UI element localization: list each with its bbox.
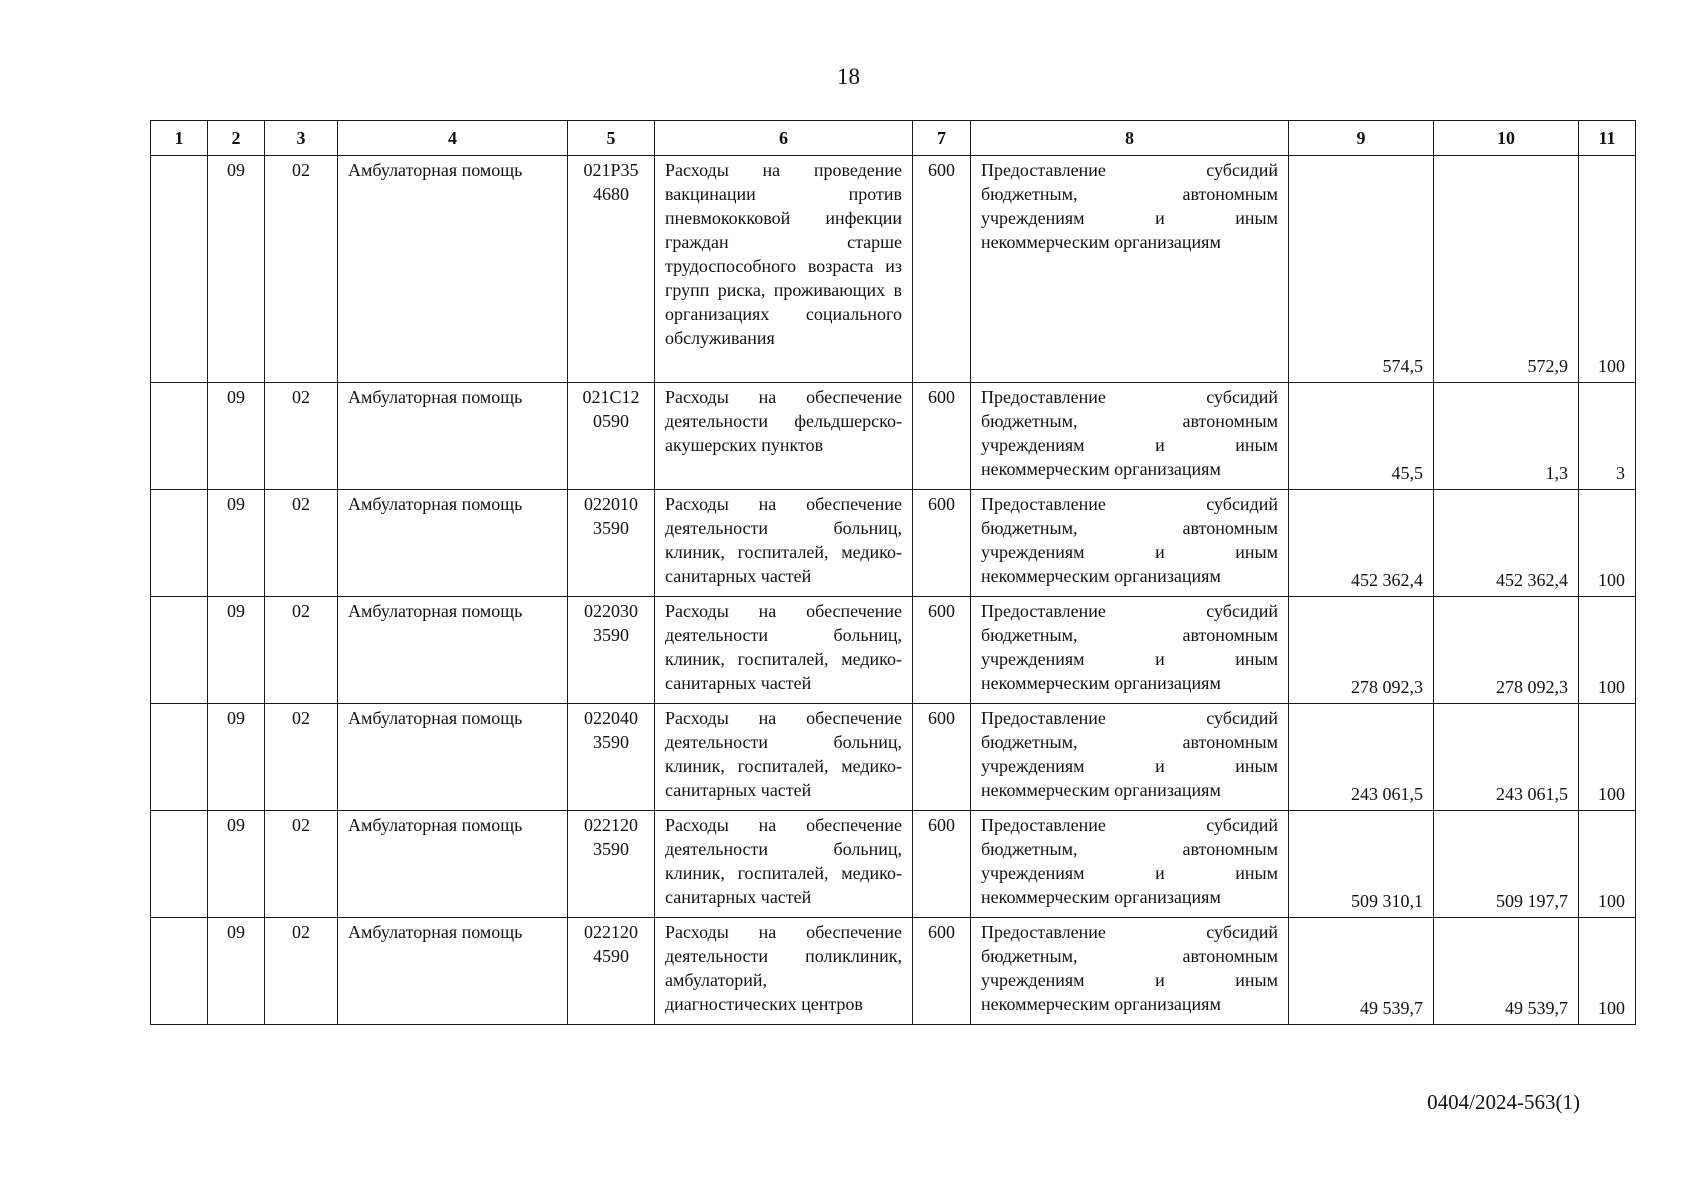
cell-expense-type-name: Предоставление субсидий бюджетным, автономным учреждениям и иным некоммерческим организациям [971,704,1289,811]
table-row [151,704,1636,811]
target-code-part-2: 4680 [593,184,629,204]
cell-plan-amount: 243 061,5 [1289,704,1434,811]
cell-percent: 100 [1579,704,1636,811]
cell-percent: 100 [1579,490,1636,597]
cell-actual-amount: 509 197,7 [1434,811,1579,918]
cell-expense-type: 600 [913,704,971,811]
cell-expense-type: 600 [913,918,971,1025]
cell-expense-type-name: Предоставление субсидий бюджетным, автономным учреждениям и иным некоммерческим организациям [971,918,1289,1025]
column-header-1: 1 [151,121,208,156]
cell-subsection-name: Амбулаторная помощь [338,704,568,811]
cell-expense-name: Расходы на обеспечение деятельности больниц, клиник, госпиталей, медико-санитарных частей [655,490,913,597]
cell-percent: 100 [1579,811,1636,918]
column-header-6: 6 [655,121,913,156]
cell-percent: 100 [1579,156,1636,383]
cell-actual-amount: 49 539,7 [1434,918,1579,1025]
column-header-8: 8 [971,121,1289,156]
cell-section: 09 [208,490,265,597]
cell-subsection: 02 [265,383,338,490]
cell-expense-name: Расходы на проведение вакцинации против пневмококковой инфекции граждан старше трудоспособного возраста из групп риска, проживающих в организациях социального обслуживания [655,156,913,383]
column-header-7: 7 [913,121,971,156]
cell-expense-name: Расходы на обеспечение деятельности больниц, клиник, госпиталей, медико-санитарных частей [655,597,913,704]
cell-subsection: 02 [265,597,338,704]
target-code-part-1: 022040 [584,708,638,728]
target-code-part-2: 0590 [593,411,629,431]
cell-expense-type-name: Предоставление субсидий бюджетным, автономным учреждениям и иным некоммерческим организациям [971,383,1289,490]
target-code-part-1: 022010 [584,494,638,514]
column-header-5: 5 [568,121,655,156]
cell-subsection: 02 [265,811,338,918]
cell-section: 09 [208,156,265,383]
cell-expense-type-name: Предоставление субсидий бюджетным, автономным учреждениям и иным некоммерческим организациям [971,597,1289,704]
target-code-part-2: 3590 [593,839,629,859]
cell-section: 09 [208,597,265,704]
table-row [151,597,1636,704]
column-header-10: 10 [1434,121,1579,156]
target-code-part-2: 3590 [593,625,629,645]
target-code-part-1: 022120 [584,815,638,835]
table-row [151,383,1636,490]
cell-expense-type: 600 [913,383,971,490]
cell-expense-type-name: Предоставление субсидий бюджетным, автономным учреждениям и иным некоммерческим организациям [971,490,1289,597]
cell-subsection-name: Амбулаторная помощь [338,490,568,597]
cell-plan-amount: 574,5 [1289,156,1434,383]
cell-expense-name: Расходы на обеспечение деятельности поликлиник, амбулаторий, диагностических центров [655,918,913,1025]
cell-actual-amount: 243 061,5 [1434,704,1579,811]
cell-actual-amount: 1,3 [1434,383,1579,490]
cell-section: 09 [208,704,265,811]
header-row [151,121,1636,156]
cell-expense-type-name: Предоставление субсидий бюджетным, автономным учреждениям и иным некоммерческим организациям [971,156,1289,383]
cell-subsection-name: Амбулаторная помощь [338,811,568,918]
cell-actual-amount: 278 092,3 [1434,597,1579,704]
cell-expense-type: 600 [913,490,971,597]
cell-plan-amount: 452 362,4 [1289,490,1434,597]
column-header-9: 9 [1289,121,1434,156]
cell-expense-name: Расходы на обеспечение деятельности больниц, клиник, госпиталей, медико-санитарных частей [655,704,913,811]
cell-actual-amount: 452 362,4 [1434,490,1579,597]
cell-percent: 3 [1579,383,1636,490]
cell-plan-amount: 45,5 [1289,383,1434,490]
cell-expense-type: 600 [913,156,971,383]
target-code-part-2: 3590 [593,518,629,538]
cell-section: 09 [208,383,265,490]
column-header-11: 11 [1579,121,1636,156]
cell-target-code [568,597,655,704]
cell-target-code [568,383,655,490]
cell-expense-type: 600 [913,597,971,704]
target-code-part-1: 021P35 [583,160,639,180]
cell-empty [151,156,208,383]
column-header-4: 4 [338,121,568,156]
cell-plan-amount: 49 539,7 [1289,918,1434,1025]
cell-subsection-name: Амбулаторная помощь [338,918,568,1025]
cell-target-code [568,811,655,918]
cell-subsection: 02 [265,156,338,383]
cell-subsection: 02 [265,704,338,811]
target-code-part-2: 3590 [593,732,629,752]
target-code-part-1: 021C12 [582,387,640,407]
table-row [151,811,1636,918]
table-row [151,156,1636,383]
cell-target-code [568,704,655,811]
cell-subsection: 02 [265,918,338,1025]
target-code-part-1: 022030 [584,601,638,621]
target-code-part-1: 022120 [584,922,638,942]
cell-target-code [568,918,655,1025]
table-row [151,490,1636,597]
cell-empty [151,490,208,597]
cell-empty [151,811,208,918]
cell-actual-amount: 572,9 [1434,156,1579,383]
cell-expense-name: Расходы на обеспечение деятельности фельдшерско-акушерских пунктов [655,383,913,490]
cell-section: 09 [208,811,265,918]
cell-expense-name: Расходы на обеспечение деятельности больниц, клиник, госпиталей, медико-санитарных частей [655,811,913,918]
cell-plan-amount: 278 092,3 [1289,597,1434,704]
cell-subsection: 02 [265,490,338,597]
cell-target-code [568,490,655,597]
cell-empty [151,704,208,811]
cell-empty [151,918,208,1025]
cell-empty [151,597,208,704]
page-number: 18 [837,64,860,89]
cell-section: 09 [208,918,265,1025]
cell-subsection-name: Амбулаторная помощь [338,597,568,704]
cell-target-code [568,156,655,383]
cell-plan-amount: 509 310,1 [1289,811,1434,918]
cell-expense-type-name: Предоставление субсидий бюджетным, автономным учреждениям и иным некоммерческим организациям [971,811,1289,918]
table-row [151,918,1636,1025]
budget-table [150,120,1636,1025]
cell-percent: 100 [1579,597,1636,704]
cell-subsection-name: Амбулаторная помощь [338,383,568,490]
cell-expense-type: 600 [913,811,971,918]
target-code-part-2: 4590 [593,946,629,966]
cell-subsection-name: Амбулаторная помощь [338,156,568,383]
column-header-2: 2 [208,121,265,156]
column-header-3: 3 [265,121,338,156]
cell-empty [151,383,208,490]
document-code: 0404/2024-563(1) [1427,1090,1580,1114]
cell-percent: 100 [1579,918,1636,1025]
